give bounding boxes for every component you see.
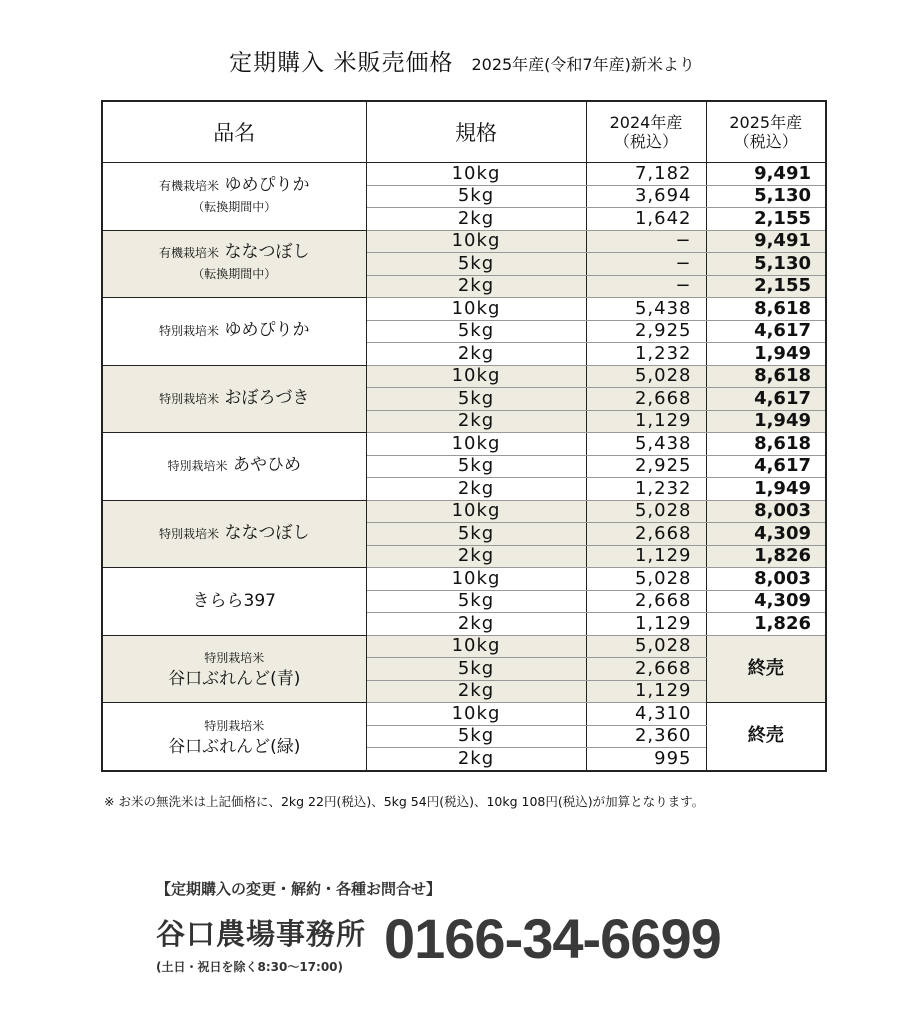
price-2024-cell: 1,232 <box>586 343 706 366</box>
header-size: 規格 <box>366 101 586 163</box>
size-cell: 2kg <box>366 208 586 231</box>
footnote: ※ お米の無洗米は上記価格に、2kg 22円(税込)、5kg 54円(税込)、10kg 108円(税込)が加算となります。 <box>104 794 705 809</box>
product-category: 特別栽培米 <box>159 391 220 406</box>
size-cell: 2kg <box>366 275 586 298</box>
size-cell: 2kg <box>366 478 586 501</box>
size-cell: 10kg <box>366 230 586 253</box>
product-name-cell <box>102 163 366 231</box>
sold-out-cell: 終売 <box>706 635 826 703</box>
product-name: あやひめ <box>232 455 301 476</box>
header-name: 品名 <box>102 101 366 163</box>
size-cell: 2kg <box>366 343 586 366</box>
size-cell: 2kg <box>366 613 586 636</box>
price-2024-cell: 2,925 <box>586 320 706 343</box>
size-cell: 5kg <box>366 725 586 748</box>
price-2024-cell: 5,438 <box>586 433 706 456</box>
product-name: ゆめぴりか <box>224 174 310 195</box>
price-2024-cell: − <box>586 275 706 298</box>
product-name: きらら397 <box>192 590 276 611</box>
header-2024-label: 2024年産 <box>609 113 683 132</box>
price-2024-cell: 3,694 <box>586 185 706 208</box>
table-row <box>102 635 826 658</box>
title-main: 定期購入 米販売価格 <box>229 50 454 76</box>
price-2025-cell: 8,618 <box>706 365 826 388</box>
price-2024-cell: − <box>586 230 706 253</box>
contact-heading: 【定期購入の変更・解約・各種お問合せ】 <box>156 880 442 898</box>
product-name-cell <box>102 635 366 703</box>
price-2025-cell: 8,003 <box>706 568 826 591</box>
sold-out-cell: 終売 <box>706 703 826 771</box>
product-name-cell <box>102 500 366 568</box>
size-cell: 10kg <box>366 703 586 726</box>
header-2024 <box>586 101 706 163</box>
product-category: 特別栽培米 <box>204 718 265 733</box>
price-2024-cell: 5,028 <box>586 500 706 523</box>
office-hours: (土日・祝日を除く8:30〜17:00) <box>156 960 344 974</box>
product-name-cell <box>102 568 366 636</box>
size-cell: 10kg <box>366 365 586 388</box>
price-2025-cell: 4,617 <box>706 455 826 478</box>
price-2024-cell: 2,925 <box>586 455 706 478</box>
office-name: 谷口農場事務所 <box>156 917 367 951</box>
price-2025-cell: 1,949 <box>706 478 826 501</box>
product-name-cell <box>102 433 366 501</box>
price-2024-cell: 7,182 <box>586 163 706 186</box>
price-2025-cell: 9,491 <box>706 230 826 253</box>
table-row <box>102 568 826 591</box>
price-2025-cell: 2,155 <box>706 208 826 231</box>
title-sub: 2025年産(令和7年産)新米より <box>471 55 695 74</box>
product-name-cell <box>102 703 366 771</box>
price-table <box>101 100 827 772</box>
price-2025-cell: 5,130 <box>706 185 826 208</box>
product-category: 有機栽培米 <box>159 246 220 261</box>
price-2024-cell: 2,668 <box>586 523 706 546</box>
product-category: 特別栽培米 <box>159 526 220 541</box>
price-2024-cell: 5,028 <box>586 635 706 658</box>
header-2025-label: 2025年産 <box>729 113 803 132</box>
size-cell: 5kg <box>366 253 586 276</box>
price-2024-cell: 1,232 <box>586 478 706 501</box>
header-2025 <box>706 101 826 163</box>
size-cell: 2kg <box>366 545 586 568</box>
product-name: おぼろづき <box>224 387 310 408</box>
size-cell: 5kg <box>366 455 586 478</box>
price-2025-cell: 9,491 <box>706 163 826 186</box>
price-2025-cell: 1,949 <box>706 410 826 433</box>
price-2024-cell: 5,028 <box>586 365 706 388</box>
product-category: 特別栽培米 <box>204 651 265 666</box>
size-cell: 5kg <box>366 185 586 208</box>
size-cell: 10kg <box>366 635 586 658</box>
price-2024-cell: 2,668 <box>586 388 706 411</box>
price-2024-cell: 5,028 <box>586 568 706 591</box>
page-title <box>0 44 924 77</box>
price-2025-cell: 4,309 <box>706 523 826 546</box>
price-2025-cell: 8,003 <box>706 500 826 523</box>
table-row <box>102 433 826 456</box>
price-2025-cell: 5,130 <box>706 253 826 276</box>
product-name-cell <box>102 298 366 366</box>
product-name-cell <box>102 230 366 298</box>
price-2024-cell: 5,438 <box>586 298 706 321</box>
size-cell: 10kg <box>366 298 586 321</box>
size-cell: 2kg <box>366 680 586 703</box>
product-name-cell <box>102 365 366 433</box>
size-cell: 2kg <box>366 410 586 433</box>
product-category: 特別栽培米 <box>159 324 220 339</box>
table-row <box>102 500 826 523</box>
price-2025-cell: 2,155 <box>706 275 826 298</box>
product-category: 特別栽培米 <box>167 459 228 474</box>
product-name: ゆめぴりか <box>224 320 310 341</box>
table-row <box>102 298 826 321</box>
price-2024-cell: 4,310 <box>586 703 706 726</box>
product-name: 谷口ぶれんど(青) <box>168 669 301 690</box>
price-2025-cell: 4,309 <box>706 590 826 613</box>
product-note: （転換期間中） <box>192 267 277 282</box>
table-row <box>102 365 826 388</box>
size-cell: 10kg <box>366 568 586 591</box>
price-2024-cell: 995 <box>586 748 706 771</box>
size-cell: 5kg <box>366 320 586 343</box>
price-2024-cell: 1,129 <box>586 410 706 433</box>
price-2024-cell: 1,642 <box>586 208 706 231</box>
table-header-row <box>102 101 826 163</box>
size-cell: 10kg <box>366 500 586 523</box>
price-2024-cell: 2,668 <box>586 590 706 613</box>
price-2025-cell: 8,618 <box>706 433 826 456</box>
product-name: ななつぼし <box>224 242 310 263</box>
price-2025-cell: 4,617 <box>706 388 826 411</box>
price-2024-cell: 1,129 <box>586 680 706 703</box>
header-2025-tax: （税込） <box>733 132 798 151</box>
size-cell: 5kg <box>366 590 586 613</box>
price-2025-cell: 4,617 <box>706 320 826 343</box>
size-cell: 5kg <box>366 523 586 546</box>
product-name: ななつぼし <box>224 522 310 543</box>
price-2025-cell: 1,826 <box>706 545 826 568</box>
price-2024-cell: 2,668 <box>586 658 706 681</box>
size-cell: 5kg <box>366 658 586 681</box>
size-cell: 2kg <box>366 748 586 771</box>
price-2024-cell: 2,360 <box>586 725 706 748</box>
table-row <box>102 230 826 253</box>
size-cell: 10kg <box>366 163 586 186</box>
price-2024-cell: 1,129 <box>586 613 706 636</box>
price-2025-cell: 8,618 <box>706 298 826 321</box>
header-2024-tax: （税込） <box>613 132 678 151</box>
price-2024-cell: 1,129 <box>586 545 706 568</box>
product-note: （転換期間中） <box>192 199 277 214</box>
size-cell: 5kg <box>366 388 586 411</box>
price-2025-cell: 1,826 <box>706 613 826 636</box>
phone-number[interactable]: 0166-34-6699 <box>384 907 721 970</box>
table-row <box>102 163 826 186</box>
product-category: 有機栽培米 <box>159 178 220 193</box>
price-2024-cell: − <box>586 253 706 276</box>
product-name: 谷口ぶれんど(緑) <box>168 736 301 757</box>
size-cell: 10kg <box>366 433 586 456</box>
table-row <box>102 703 826 726</box>
price-2025-cell: 1,949 <box>706 343 826 366</box>
